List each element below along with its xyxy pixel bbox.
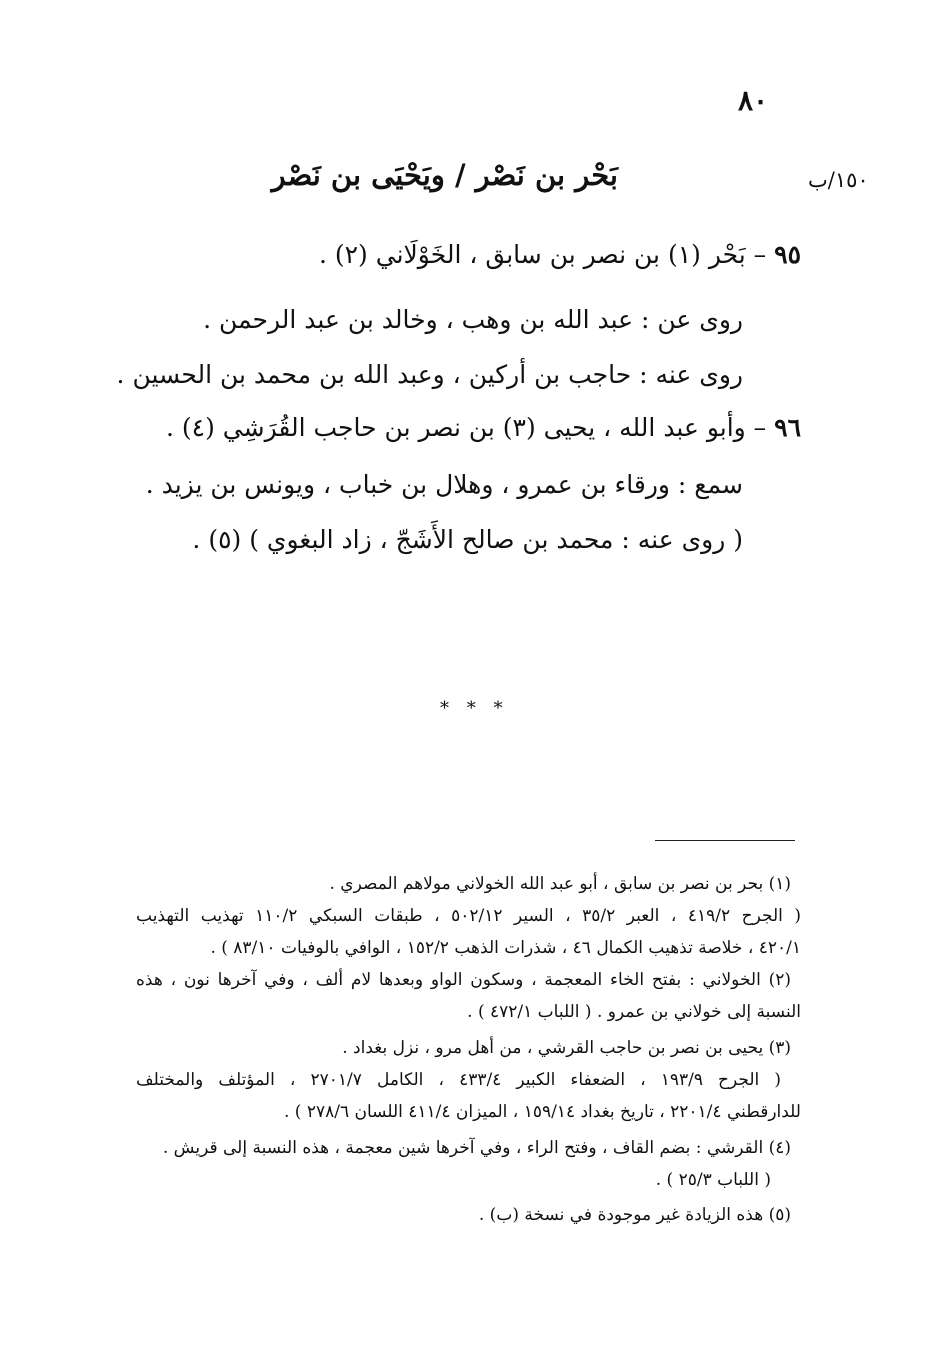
folio-marker: ١٥٠/ب [808,168,869,192]
footnote-line: (٢) الخولاني : بفتح الخاء المعجمة ، وسكون الواو وبعدها لام ألف ، وفي آخرها نون ، هذه [136,970,791,990]
footnote-line: (٤) القرشي : بضم القاف ، وفتح الراء ، وفي آخرها شين معجمة ، هذه النسبة إلى قريش . [162,1138,791,1158]
page-number: ٨٠ [738,84,769,117]
footnote-line: ٤٢٠/١ ، خلاصة تذهيب الكمال ٤٦ ، شذرات الذهب ١٥٢/٢ ، الوافي بالوفيات ٨٣/١٠ ) . [210,938,801,958]
footnote-line: ( الجرح ١٩٣/٩ ، الضعفاء الكبير ٤٣٣/٤ ، الكامل ٢٧٠١/٧ ، المؤتلف والمختلف [136,1070,781,1090]
entry-96-line: ( روى عنه : محمد بن صالح الأَشَجّ ، زاد البغوي ) (٥) . [192,525,743,554]
entry-96-line: سمع : ورقاء بن عمرو ، وهلال بن خباب ، ويونس بن يزيد . [145,470,743,499]
entry-95-heading [319,240,801,269]
page-title: بَحْر بن نَصْر / ويَحْيَى بن نَصْر [271,158,618,192]
footnote-line: (١) بحر بن نصر بن سابق ، أبو عبد الله الخولاني مولاهم المصري . [329,874,791,894]
entry-95-line: روى عن : عبد الله بن وهب ، وخالد بن عبد الرحمن . [203,305,743,334]
entry-96-heading [166,413,801,442]
footnote-line: ( اللباب ٢٥/٣ ) . [655,1170,771,1190]
footnote-line: (٣) يحيى بن نصر بن حاجب القرشي ، من أهل مرو ، نزل بغداد . [342,1038,791,1058]
footnote-line: للدارقطني ٢٢٠١/٤ ، تاريخ بغداد ١٥٩/١٤ ، الميزان ٤١١/٤ اللسان ٢٧٨/٦ ) . [283,1102,801,1122]
section-separator: * * * [440,698,509,719]
footnote-line: النسبة إلى خولاني بن عمرو . ( اللباب ٤٧٢/١ ) . [467,1002,801,1022]
entry-number: ٩٥ [774,240,801,269]
footnote-line: (٥) هذه الزيادة غير موجودة في نسخة (ب) . [478,1205,791,1225]
entry-95-line: روى عنه : حاجب بن أركين ، وعبد الله بن محمد بن الحسين . [116,360,743,389]
footnote-rule [655,840,795,841]
entry-heading-text: – وأبو عبد الله ، يحيى (٣) بن نصر بن حاجب القُرَشِي (٤) . [165,413,767,442]
entry-number: ٩٦ [774,413,801,442]
entry-heading-text: – بَحْر (١) بن نصر بن سابق ، الخَوْلَاني (٢) . [318,240,767,269]
footnote-line: ( الجرح ٤١٩/٢ ، العبر ٣٥/٢ ، السير ٥٠٢/١٢ ، طبقات السبكي ١١٠/٢ تهذيب التهذيب [136,906,802,926]
